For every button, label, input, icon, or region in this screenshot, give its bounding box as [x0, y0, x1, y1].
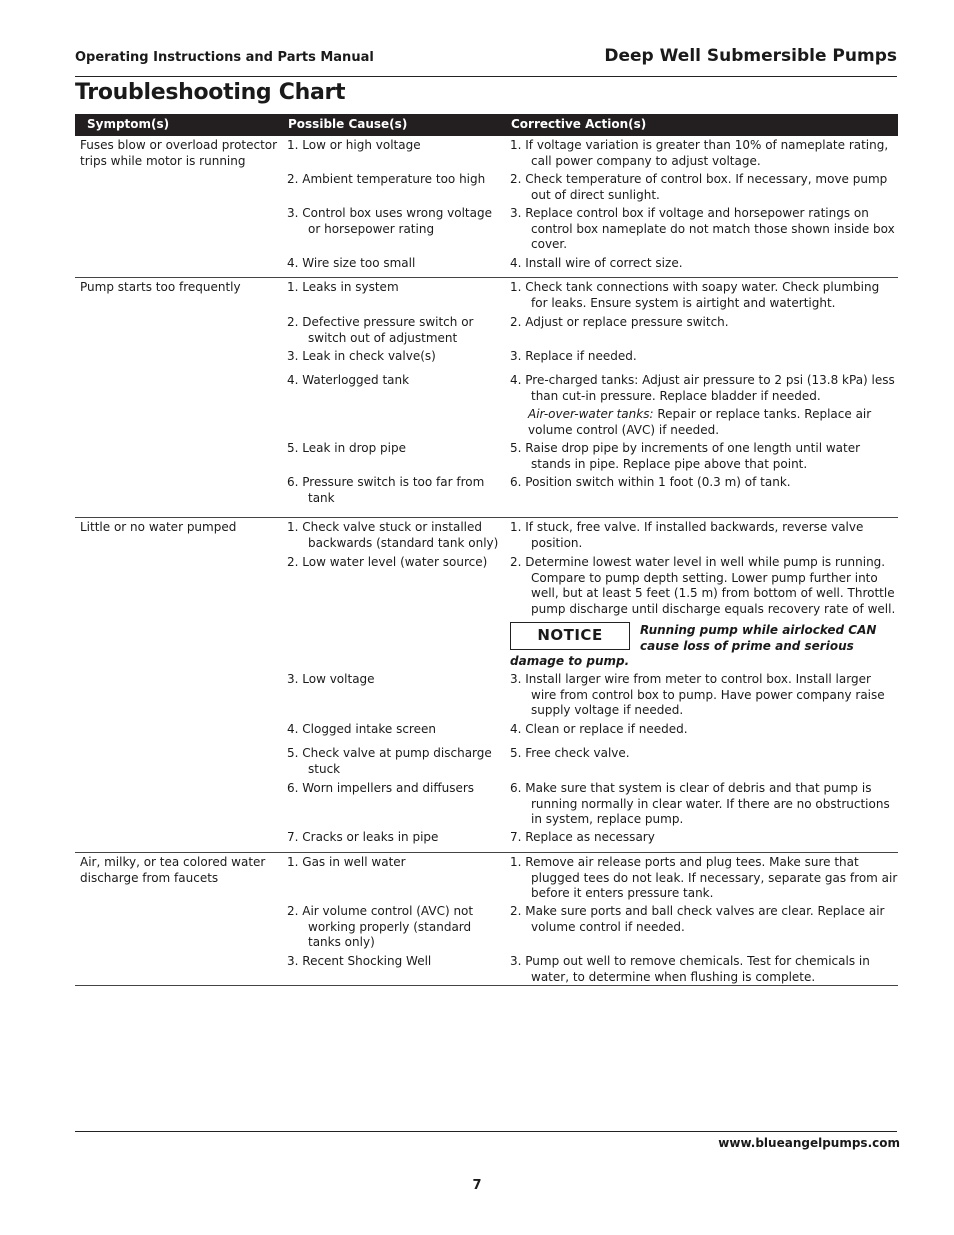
- column-header-cause: Possible Cause(s): [288, 117, 408, 131]
- notice-text-continued: damage to pump.: [510, 654, 630, 668]
- cause-cell: 4. Waterlogged tank: [287, 373, 410, 387]
- troubleshooting-table: [75, 114, 898, 986]
- cause-cell: 2. Air volume control (AVC) not working properly (standard tanks only): [287, 904, 474, 949]
- action-note-label: Air-over-water tanks:: [528, 407, 654, 421]
- product-title: Deep Well Submersible Pumps: [604, 46, 897, 66]
- action-cell: 2. Determine lowest water level in well while pump is running. Compare to pump depth setting. Lower pump further into well, but at least 5 feet (1.5 m) from bottom of well. Throttle pump discharge until discharge equals recovery rate of well.: [510, 555, 896, 616]
- action-cell: 1. Check tank connections with soapy water. Check plumbing for leaks. Ensure system is airtight and watertight.: [510, 280, 880, 310]
- action-cell: 4. Install wire of correct size.: [510, 256, 683, 270]
- cause-cell: 7. Cracks or leaks in pipe: [287, 830, 439, 844]
- action-cell: 3. Replace control box if voltage and horsepower ratings on control box nameplate do not match those shown inside box cover.: [510, 206, 895, 251]
- action-cell: 1. If stuck, free valve. If installed backwards, reverse valve position.: [510, 520, 864, 550]
- header-divider: [75, 76, 897, 77]
- cause-cell: 3. Low voltage: [287, 672, 375, 686]
- action-cell: 7. Replace as necessary: [510, 830, 655, 844]
- cause-cell: 2. Ambient temperature too high: [287, 172, 486, 186]
- cause-cell: 3. Recent Shocking Well: [287, 954, 432, 968]
- action-cell: 2. Check temperature of control box. If necessary, move pump out of direct sunlight.: [510, 172, 888, 202]
- table-group-fuses: [75, 136, 898, 278]
- notice-badge: NOTICE: [510, 622, 630, 650]
- column-header-action: Corrective Action(s): [511, 117, 647, 131]
- action-cell: 3. Install larger wire from meter to control box. Install larger wire from control box to pump. Have power company raise supply voltage if needed.: [510, 672, 885, 717]
- manual-title: Operating Instructions and Parts Manual: [75, 50, 374, 65]
- cause-cell: 1. Low or high voltage: [287, 138, 421, 152]
- action-cell: 2. Adjust or replace pressure switch.: [510, 315, 729, 329]
- cause-cell: 2. Low water level (water source): [287, 555, 488, 569]
- action-cell: 2. Make sure ports and ball check valves are clear. Replace air volume control if needed.: [510, 904, 885, 934]
- action-note-text: Repair or replace tanks. Replace air volume control (AVC) if needed.: [528, 407, 872, 437]
- symptom-cell: Pump starts too frequently: [80, 280, 241, 294]
- table-group-milky-water: [75, 853, 898, 986]
- action-cell: 4. Clean or replace if needed.: [510, 722, 688, 736]
- symptom-cell: Fuses blow or overload protector trips while motor is running: [80, 138, 278, 168]
- table-header: [75, 114, 898, 136]
- cause-cell: 4. Clogged intake screen: [287, 722, 436, 736]
- symptom-cell: Air, milky, or tea colored water discharge from faucets: [80, 855, 266, 885]
- cause-cell: 2. Defective pressure switch or switch out of adjustment: [287, 315, 474, 345]
- action-cell: 5. Raise drop pipe by increments of one length until water stands in pipe. Replace pipe above that point.: [510, 441, 861, 471]
- action-cell: 1. If voltage variation is greater than 10% of nameplate rating, call power company to adjust voltage.: [510, 138, 889, 168]
- cause-cell: 3. Leak in check valve(s): [287, 349, 436, 363]
- cause-cell: 5. Leak in drop pipe: [287, 441, 407, 455]
- cause-cell: 5. Check valve at pump discharge stuck: [287, 746, 492, 776]
- action-cell: 4. Pre-charged tanks: Adjust air pressure to 2 psi (13.8 kPa) less than cut-in pressure. Replace bladder if needed.: [510, 373, 895, 403]
- cause-cell: 6. Worn impellers and diffusers: [287, 781, 475, 795]
- column-header-symptom: Symptom(s): [87, 117, 170, 131]
- symptom-cell: Little or no water pumped: [80, 520, 237, 534]
- action-cell: 3. Pump out well to remove chemicals. Test for chemicals in water, to determine when flushing is complete.: [510, 954, 870, 984]
- action-cell: 6. Position switch within 1 foot (0.3 m) of tank.: [510, 475, 791, 489]
- table-group-frequent-starts: [75, 278, 898, 518]
- website-url: www.blueangelpumps.com: [718, 1136, 900, 1150]
- page-number: 7: [472, 1178, 482, 1193]
- cause-cell: 1. Gas in well water: [287, 855, 406, 869]
- notice-text: Running pump while airlocked CAN cause loss of prime and serious: [640, 623, 877, 653]
- footer-divider: [75, 1131, 897, 1132]
- action-cell: 3. Replace if needed.: [510, 349, 637, 363]
- cause-cell: 1. Check valve stuck or installed backwards (standard tank only): [287, 520, 499, 550]
- action-note: [528, 407, 898, 438]
- cause-cell: 3. Control box uses wrong voltage or horsepower rating: [287, 206, 492, 236]
- table-group-little-water: [75, 518, 898, 853]
- action-cell: 1. Remove air release ports and plug tees. Make sure that plugged tees do not leak. If necessary, separate gas from air before it enters pressure tank.: [510, 855, 898, 900]
- action-cell: 6. Make sure that system is clear of debris and that pump is running normally in clear water. If there are no obstructions in system, replace pump.: [510, 781, 890, 826]
- action-cell: 5. Free check valve.: [510, 746, 630, 760]
- cause-cell: 1. Leaks in system: [287, 280, 399, 294]
- cause-cell: 6. Pressure switch is too far from tank: [287, 475, 485, 505]
- page-title: Troubleshooting Chart: [75, 80, 346, 105]
- cause-cell: 4. Wire size too small: [287, 256, 416, 270]
